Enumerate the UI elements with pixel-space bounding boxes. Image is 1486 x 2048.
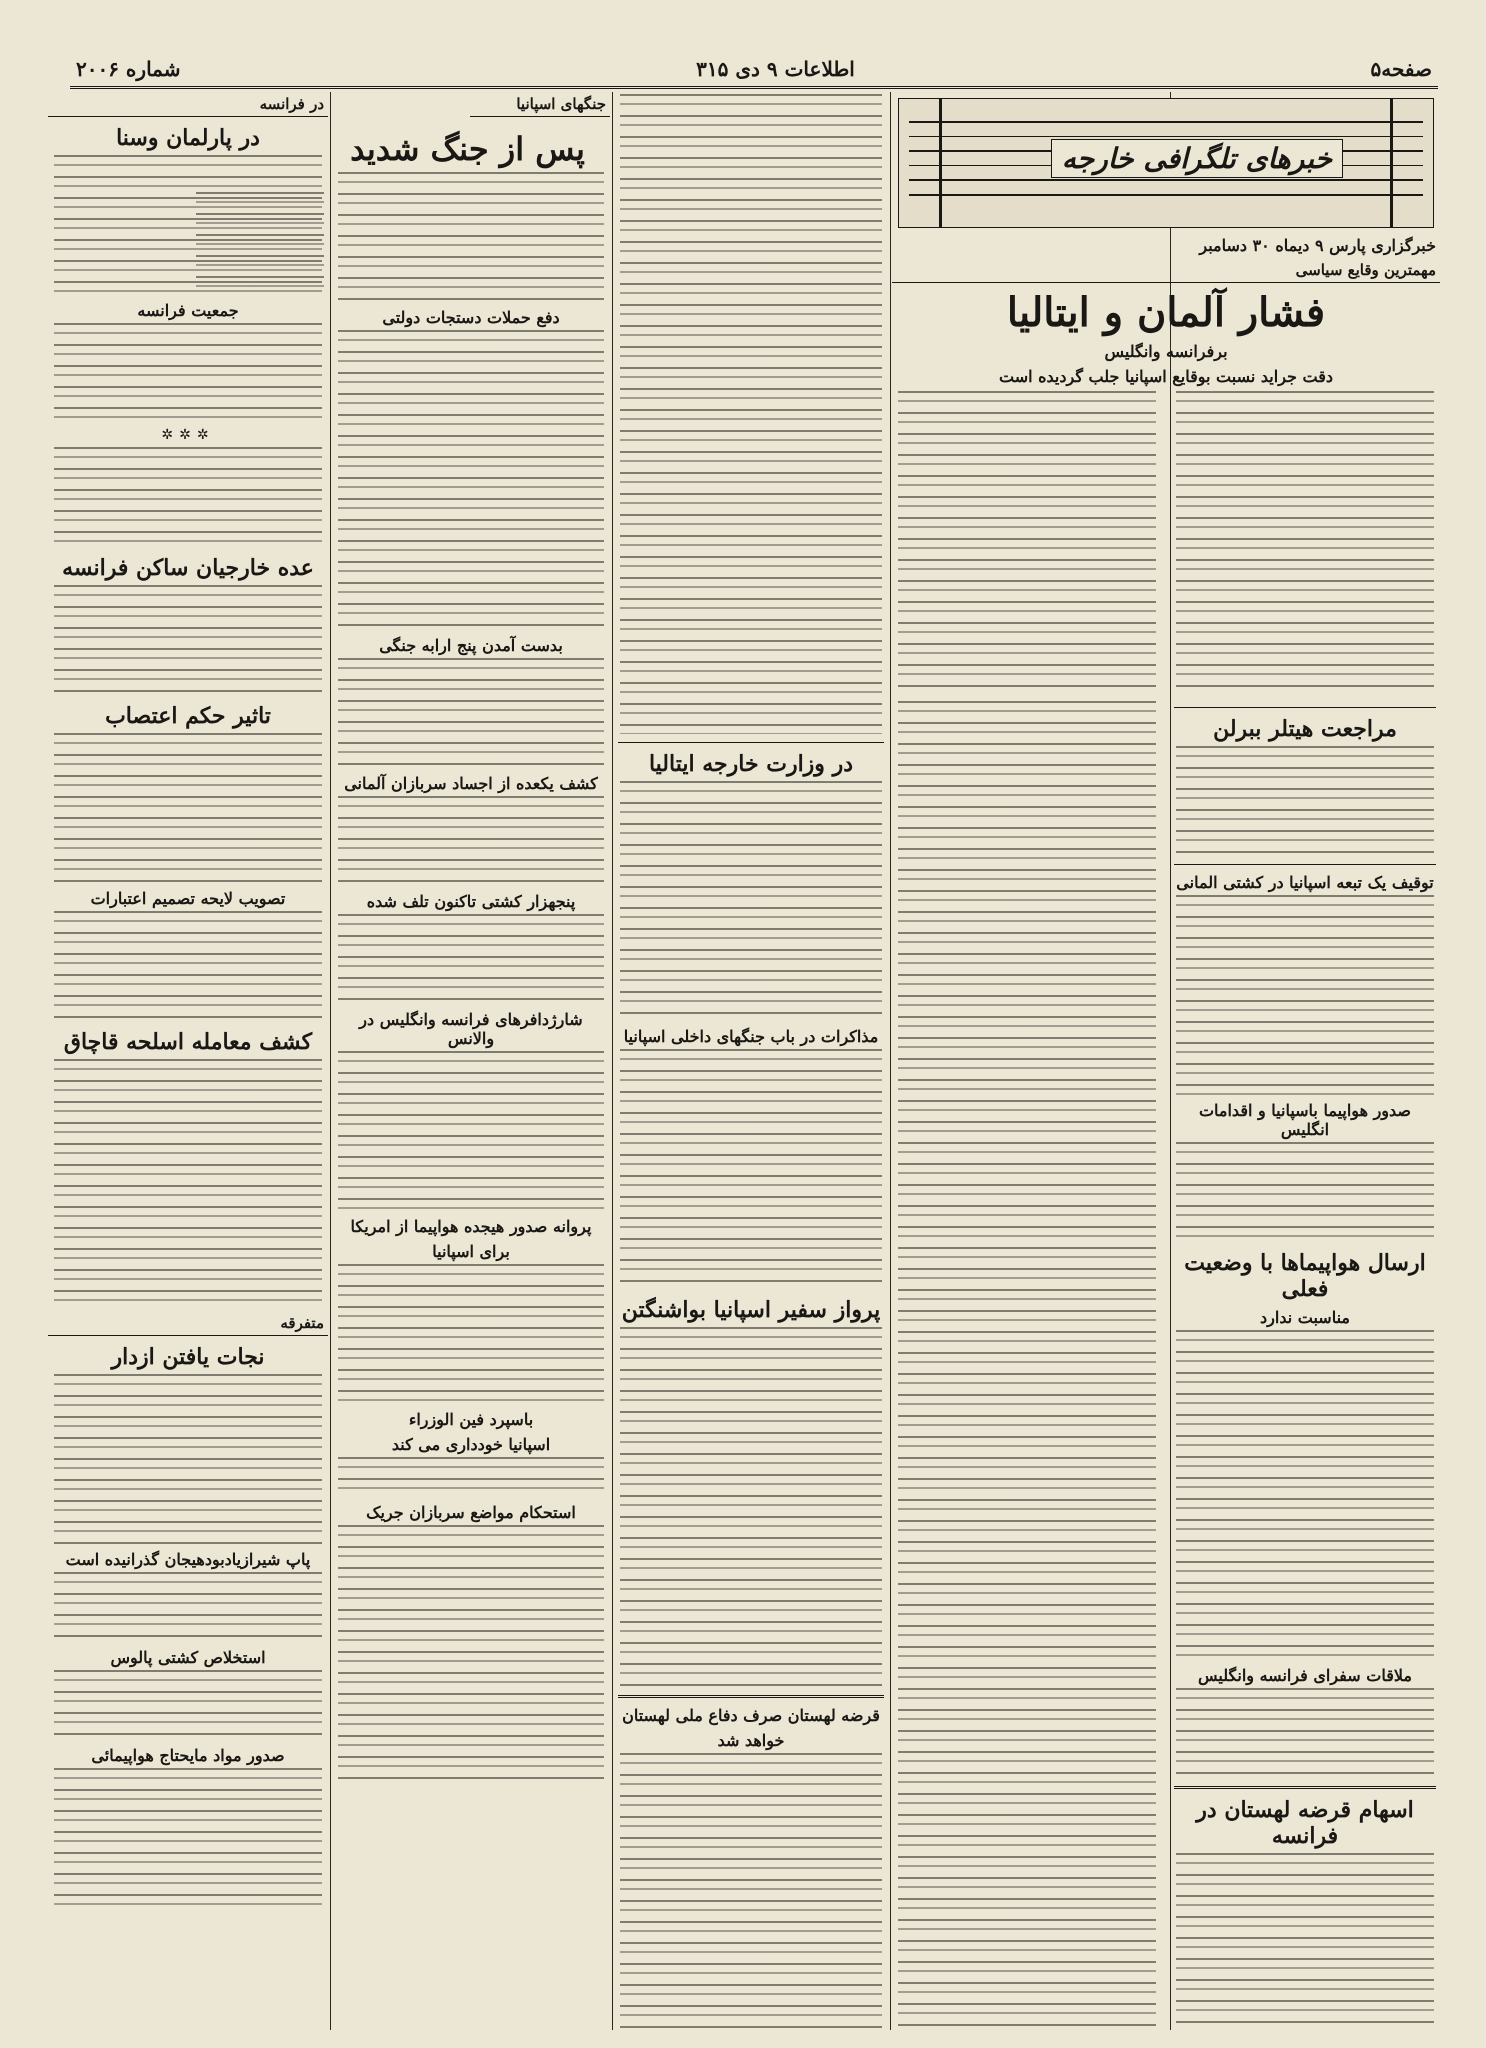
story-headline: پاپ شیرازیادبودهیجان گذرانیده است [65, 1550, 311, 1569]
article-text [54, 911, 322, 1021]
story-headline: باسپرد فین الوزراء [408, 1410, 534, 1429]
article-text [338, 658, 604, 768]
column-spain-war-body [332, 126, 610, 2030]
article-text [1176, 1853, 1434, 2030]
column-france [48, 92, 328, 2030]
article-text [338, 172, 604, 302]
article-text [54, 733, 322, 883]
story-headline: صدور هواپیما باسپانیا و اقدامات انگلیس [1198, 1101, 1412, 1139]
article-text [54, 323, 322, 423]
article-text [1176, 1688, 1434, 1778]
section-title: متفرقه [48, 1311, 328, 1336]
column-separator [330, 92, 331, 2030]
main-headline: فشار آلمان و ایتالیا [1006, 289, 1326, 336]
article-text [338, 1264, 604, 1404]
divider [618, 1695, 884, 1698]
story-headline: استحکام مواضع سربازان جریک [366, 1503, 576, 1522]
story-headline: استخلاص کشتی پالوس [110, 1648, 266, 1667]
headline-sub: برفرانسه وانگلیس [1104, 342, 1228, 361]
section-title: در فرانسه [48, 92, 328, 117]
article-text [54, 585, 322, 695]
lower-columns [892, 699, 1440, 2030]
article-text [338, 914, 604, 1004]
article-text [898, 391, 1156, 691]
divider [1174, 707, 1436, 708]
star-divider: ✲✲✲ [161, 427, 215, 443]
column-diplomacy [614, 92, 888, 2030]
story-headline: در وزارت خارجه ایتالیا [648, 751, 854, 777]
story-headline: کشف یکعده از اجساد سربازان آلمانی [344, 774, 598, 793]
story-subheadline: مناسبت ندارد [1260, 1308, 1350, 1327]
article-text [338, 1525, 604, 1785]
article-text [898, 701, 1156, 2030]
article-text [1176, 895, 1434, 1095]
article-text [620, 781, 882, 1021]
article-text [54, 1670, 322, 1740]
story-headline: مراجعت هیتلر ببرلن [1213, 716, 1397, 742]
article-text [54, 155, 322, 295]
story-headline: قرضه لهستان صرف دفاع ملی لهستان [622, 1706, 880, 1725]
article-text [620, 1327, 882, 1687]
article-text [1176, 1142, 1434, 1242]
article-text [620, 94, 882, 734]
banner-label: خبرهای تلگرافی خارجه [1051, 139, 1343, 178]
page-masthead [70, 52, 1438, 89]
paper-date: اطلاعات ۹ دی ۳۱۵ [696, 57, 855, 81]
story-headline: اسپانیا خودداری می کند [391, 1435, 551, 1454]
article-text [54, 1374, 322, 1544]
story-headline: دفع حملات دستجات دولتی [382, 308, 560, 327]
article-text [54, 1572, 322, 1642]
story-headline: توقیف یک تبعه اسپانیا در کشتی المانی [1176, 873, 1434, 892]
foreign-news-banner [898, 98, 1434, 228]
story-headline: در پارلمان وسنا [116, 125, 260, 151]
article-text [54, 447, 322, 547]
story-headline: نجات یافتن ازدار [111, 1344, 265, 1370]
article-text [1176, 746, 1434, 856]
column-separator [890, 92, 891, 2030]
issue-number: شماره ۲۰۰۶ [76, 57, 181, 81]
article-text [1176, 1330, 1434, 1660]
story-headline: مذاکرات در باب جنگهای داخلی اسپانیا [623, 1027, 879, 1046]
story-subheadline: برای اسپانیا [432, 1242, 510, 1261]
article-text [54, 1059, 322, 1309]
article-text [620, 1753, 882, 2030]
story-headline: ملاقات سفرای فرانسه وانگلیس [1198, 1666, 1412, 1685]
lower-left-column [892, 699, 1162, 2030]
story-headline: تصویب لایحه تصمیم اعتبارات [90, 889, 286, 908]
story-headline: تاثیر حکم اعتصاب [105, 703, 271, 729]
article-text [338, 1051, 604, 1211]
section-title: جنگهای اسپانیا [470, 92, 610, 117]
story-headline: پروانه صدور هیجده هواپیما از امریکا [350, 1217, 592, 1236]
divider [1174, 1786, 1436, 1789]
story-headline: صدور مواد مایحتاج هواپیمائی [91, 1746, 285, 1765]
story-headline: اسهام قرضه لهستان در فرانسه [1196, 1797, 1414, 1849]
section-title: مهمترین وقایع سیاسی [892, 258, 1440, 283]
story-headline: عده خارجیان ساکن فرانسه [62, 555, 314, 581]
story-headline: بدست آمدن پنج ارابه جنگی [379, 636, 563, 655]
headline-sub: دقت جراید نسبت بوقایع اسپانیا جلب گردیده است [999, 367, 1333, 386]
column-separator [612, 92, 613, 2030]
article-text [54, 1768, 322, 1908]
article-text [338, 330, 604, 630]
article-text [620, 1049, 882, 1289]
main-headline: پس از جنگ شدید [350, 130, 585, 168]
story-headline: شارژدافرهای فرانسه وانگلیس در والانس [359, 1010, 583, 1048]
story-headline: پنجهزار کشتی تاکنون تلف شده [366, 892, 576, 911]
story-headline: جمعیت فرانسه [137, 301, 239, 320]
story-headline: کشف معامله اسلحه قاچاق [63, 1029, 313, 1055]
divider [1174, 864, 1436, 865]
article-text [338, 1457, 604, 1497]
story-headline: پرواز سفیر اسپانیا بواشنگتن [621, 1297, 881, 1323]
page-label: صفحه۵ [1370, 57, 1432, 81]
lower-right-column [1170, 699, 1440, 2030]
lead-story-body [892, 389, 1440, 693]
story-subheadline: خواهد شد [717, 1731, 785, 1750]
story-headline: ارسال هواپیماها با وضعیت فعلی [1184, 1250, 1426, 1302]
wire-service-line: خبرگزاری پارس ۹ دیماه ۳۰ دسامبر [1199, 236, 1436, 255]
article-text [1176, 391, 1434, 691]
divider [618, 742, 884, 743]
article-text [338, 796, 604, 886]
column-foreign-news [892, 92, 1440, 2030]
